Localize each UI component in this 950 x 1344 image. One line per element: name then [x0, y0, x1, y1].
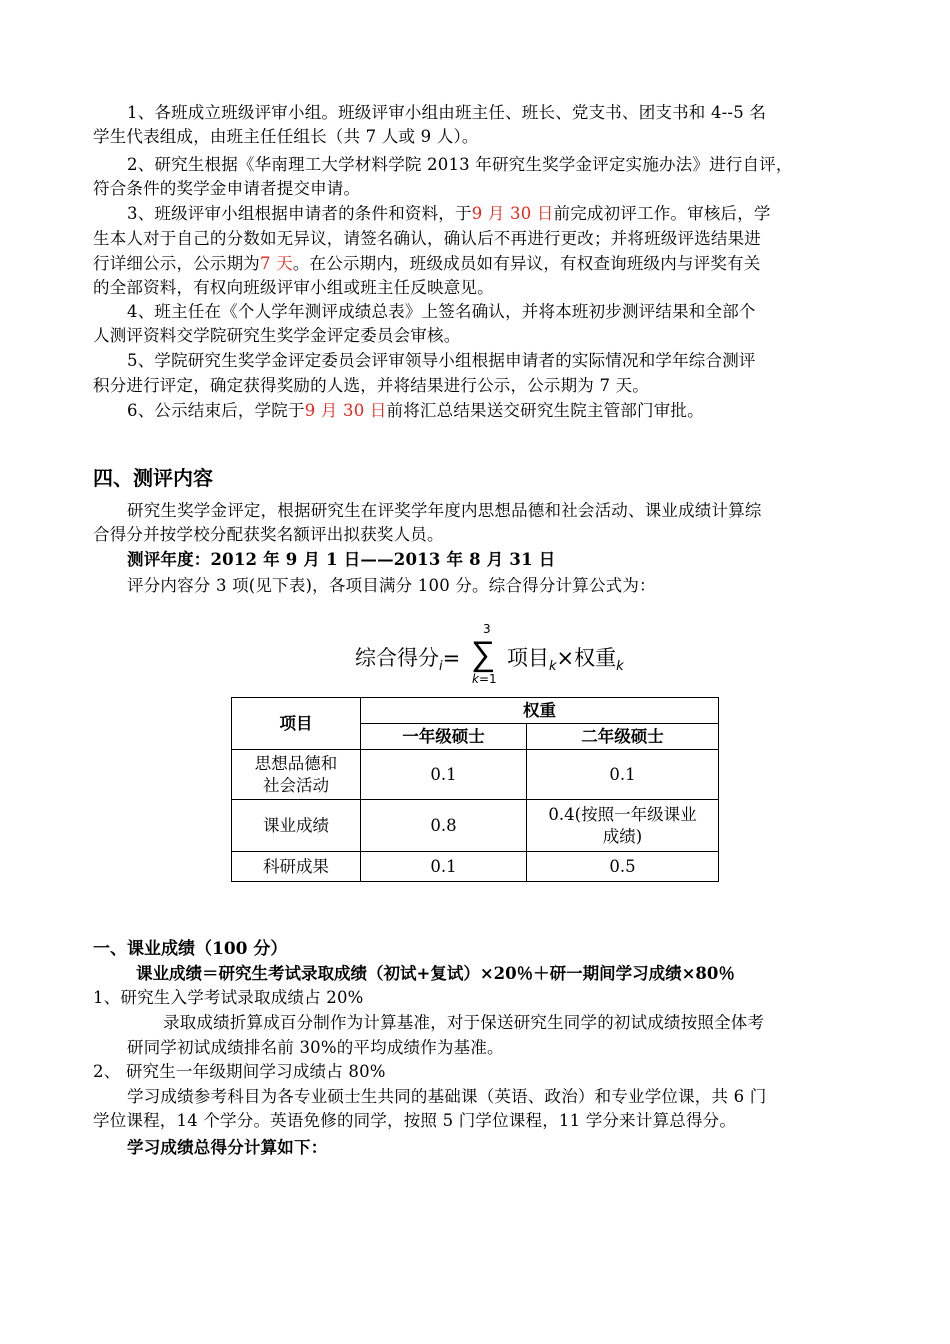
- table-row: [232, 750, 719, 800]
- composite-score-formula: [355, 622, 655, 688]
- step-3-line-2: 生本人对于自己的分数如无异议，请签名确认，确认后不再进行更改；并将班级评选结果进: [93, 229, 761, 248]
- row-y1: 0.1: [361, 750, 527, 800]
- formula-lhs: [355, 642, 460, 672]
- formula-equals: =: [442, 646, 461, 670]
- section-4-para-line-2: 合得分并按学校分配获奖名额评出拟获奖人员。: [93, 525, 444, 544]
- section-4-para-line-1: 研究生奖学金评定，根据研究生在评奖学年度内思想品德和社会活动、课业成绩计算综: [127, 501, 762, 520]
- step-6-text: 6、公示结束后，学院于: [127, 401, 305, 420]
- header-weight: 权重: [361, 698, 719, 724]
- row-y2: [527, 800, 719, 852]
- sum-index: k: [472, 672, 479, 686]
- row-item-line: 思想品德和: [254, 753, 338, 773]
- formula-term-weight-sub: k: [616, 659, 624, 674]
- formula-lhs-text: 综合得分: [355, 646, 439, 670]
- step-6-line: [127, 400, 704, 422]
- sum-lower-limit: [472, 672, 497, 686]
- sum-upper-limit: 3: [483, 622, 491, 636]
- step-3-text: 前完成初评工作。审核后，学: [553, 204, 771, 223]
- row-y1: 0.1: [361, 852, 527, 882]
- step-1-line-1: 1、各班成立班级评审小组。班级评审小组由班主任、班长、党支书、团支书和 4--5 名: [127, 103, 767, 122]
- item-1: 1、研究生入学考试录取成绩占 20%: [93, 988, 364, 1007]
- scoring-description: 评分内容分 3 项(见下表)，各项目满分 100 分。综合得分计算公式为：: [127, 576, 656, 595]
- step-3-text: 。在公示期内，班级成员如有异议，有权查询班级内与评奖有关: [292, 254, 761, 273]
- table-row: [232, 800, 719, 852]
- item-1-text-line-1: 录取成绩折算成百分制作为计算基准，对于保送研究生同学的初试成绩按照全体考: [163, 1013, 765, 1032]
- item-2-text-line-1: 学习成绩参考科目为各专业硕士生共同的基础课（英语、政治）和专业学位课，共 6 门: [127, 1087, 767, 1106]
- step-4-line-2: 人测评资料交学院研究生奖学金评定委员会审核。: [93, 326, 461, 345]
- row-y2: 0.5: [527, 852, 719, 882]
- step-3-text: 行详细公示，公示期为: [93, 254, 260, 273]
- step-1-line-2: 学生代表组成，由班主任任组长（共 7 人或 9 人）。: [93, 127, 479, 146]
- step-2-line-1: 2、研究生根据《华南理工大学材料学院 2013 年研究生奖学金评定实施办法》进行自评，: [127, 155, 793, 174]
- calc-heading: 学习成绩总得分计算如下：: [127, 1138, 328, 1157]
- step-3-line-3: [93, 253, 760, 275]
- row-item: [232, 750, 361, 800]
- row-y2-line: 成绩): [602, 826, 643, 846]
- item-2-text-line-2: 学位课程，14 个学分。英语免修的同学，按照 5 门学位课程，11 学分来计算总得分。: [93, 1111, 737, 1130]
- course-grade-heading: 一、课业成绩（100 分）: [93, 939, 288, 959]
- step-3-line-4: 的全部资料，有权向班级评审小组或班主任反映意见。: [93, 278, 494, 297]
- step-4-line-1: 4、班主任在《个人学年测评成绩总表》上签名确认，并将本班初步测评结果和全部个: [127, 302, 756, 321]
- formula-term-item-sub: k: [549, 659, 557, 674]
- formula-rhs: [507, 642, 624, 672]
- formula-lhs-sub: i: [439, 659, 443, 674]
- summation-icon: ∑: [471, 634, 496, 674]
- deadline-highlight: 9 月 30 日: [471, 204, 554, 223]
- row-y1: 0.8: [361, 800, 527, 852]
- row-item-line: 社会活动: [263, 775, 329, 795]
- row-y2-line: 0.4(按照一年级课业: [548, 804, 697, 824]
- formula-times: ×: [556, 646, 575, 670]
- section-heading: 四、测评内容: [93, 466, 213, 490]
- assessment-year: 测评年度：2012 年 9 月 1 日——2013 年 8 月 31 日: [127, 550, 556, 569]
- item-1-text-line-2: 研同学初试成绩排名前 30%的平均成绩作为基准。: [127, 1038, 504, 1057]
- course-grade-formula: 课业成绩＝研究生考试录取成绩（初试+复试）×20％＋研一期间学习成绩×80％: [136, 964, 735, 983]
- row-y2: 0.1: [527, 750, 719, 800]
- row-item: 课业成绩: [232, 800, 361, 852]
- header-year-2: 二年级硕士: [527, 724, 719, 750]
- period-highlight: 7 天: [260, 254, 293, 273]
- formula-term-weight: 权重: [574, 646, 617, 670]
- step-3-line-1: [127, 203, 771, 225]
- table-row: [232, 852, 719, 882]
- item-2: 2、 研究生一年级期间学习成绩占 80%: [93, 1062, 386, 1081]
- header-item: 项目: [232, 698, 361, 750]
- weight-table: [231, 697, 719, 882]
- deadline-highlight: 9 月 30 日: [304, 401, 387, 420]
- step-6-text: 前将汇总结果送交研究生院主管部门审批。: [386, 401, 704, 420]
- header-year-1: 一年级硕士: [361, 724, 527, 750]
- row-item: 科研成果: [232, 852, 361, 882]
- sum-index-start: =1: [478, 672, 497, 686]
- step-5-line-1: 5、学院研究生奖学金评定委员会评审领导小组根据申请者的实际情况和学年综合测评: [127, 351, 756, 370]
- formula-term-item: 项目: [507, 646, 549, 670]
- step-3-text: 3、班级评审小组根据申请者的条件和资料，于: [127, 204, 472, 223]
- step-2-line-2: 符合条件的奖学金申请者提交申请。: [93, 179, 361, 198]
- step-5-line-2: 积分进行评定，确定获得奖励的人选，并将结果进行公示，公示期为 7 天。: [93, 376, 649, 395]
